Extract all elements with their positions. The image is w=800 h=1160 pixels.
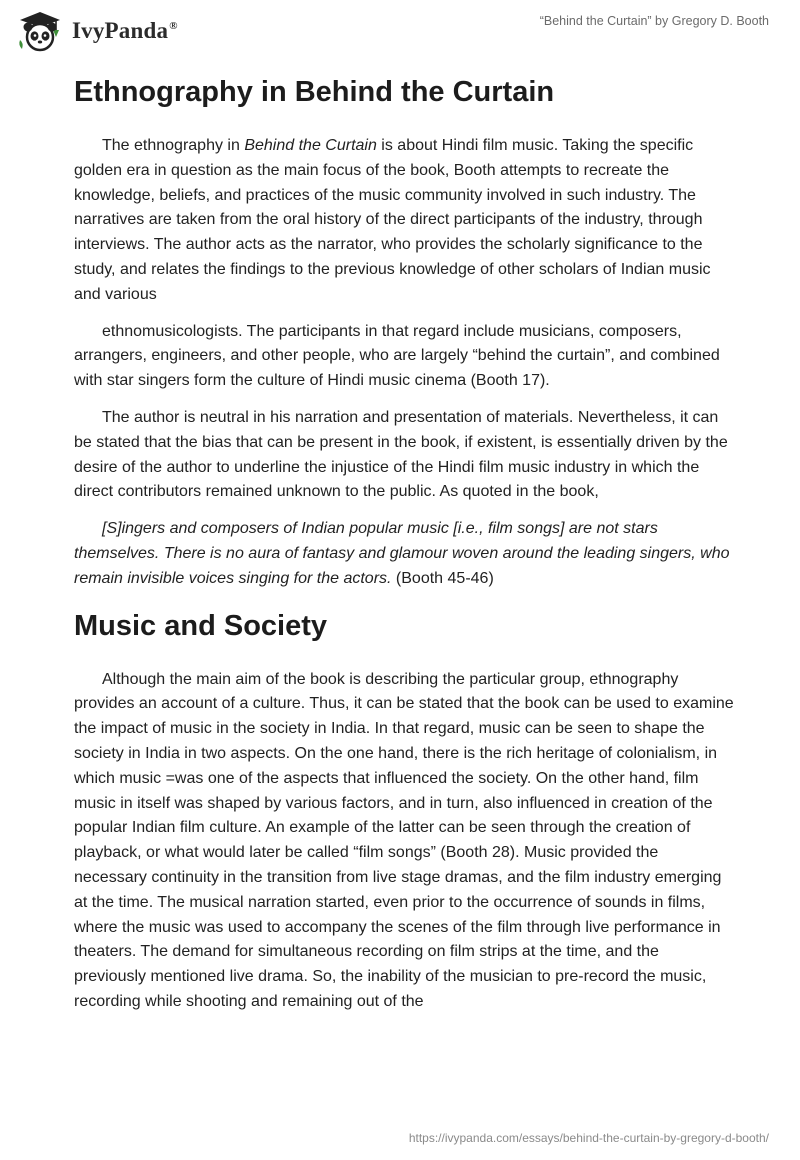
section-music-society [74,606,734,1015]
block-quote: [S]ingers and composers of Indian popular music [i.e., film songs] are not stars themselves. There is no aura of fantasy and glamour woven around the leading singers, who remain invisible voices singing for the actors. (Booth 45-46) [74,520,730,587]
paragraph: The ethnography in Behind the Curtain is about Hindi film music. Taking the specific golden era in question as the main focus of the book, Booth attempts to recreate the knowledge, beliefs, and practices of the music community involved in such industry. The narratives are taken from the oral history of the direct participants of the industry, through interviews. The author acts as the narrator, who provides the scholarly significance to the study, and relates the findings to the previous knowledge of other scholars of Indian music and various [74,137,711,303]
book-title: Behind the Curtain [244,137,377,154]
paragraph: Although the main aim of the book is describing the particular group, ethnography provides an account of a culture. Thus, it can be stated that the book can be used to examine the impact of music in the society in India. In that regard, music can be seen to shape the society in India in two aspects. On the one hand, there is the rich heritage of colonialism, in which music =was one of the aspects that influenced the society. On the other hand, film music in itself was shaped by various factors, and in turn, also influenced in creation of the popular Indian film culture. An example of the latter can be seen through the creation of playback, or what would later be called “film songs” (Booth 28). Music provided the necessary continuity in the transition from live stage dramas, and the film industry emerging at the time. The musical narration started, even prior to the occurrence of sounds in films, where the music was used to accompany the scenes of the film through live performance in theaters. The demand for simultaneous recording on film strips at the time, and the previously mentioned live drama. So, the inability of the musician to pre-record the music, recording while shooting and remaining out of the [74,670,734,1010]
panda-icon [16,10,64,52]
section-heading: Music and Society [74,609,328,642]
paragraph: ethnomusicologists. The participants in that regard include musicians, composers, arrangers, engineers, and other people, who are largely “behind the curtain”, and combined with star singers form the culture of Hindi music cinema (Booth 17). [74,322,720,390]
ivypanda-logo[interactable] [16,10,178,52]
source-url[interactable]: https://ivypanda.com/essays/behind-the-curtain-by-gregory-d-booth/ [408,1131,769,1145]
section-ethnography [74,72,734,592]
section-heading: Ethnography in Behind the Curtain [74,76,555,108]
page-header [0,0,800,60]
paragraph: The author is neutral in his narration and presentation of materials. Nevertheless, it can be stated that the bias that can be present in the book, if existent, is essentially driven by the desire of the author to underline the injustice of the Hindi film music industry in which the direct contributors remained unknown to the public. As quoted in the book, [74,408,728,501]
essay-title: “Behind the Curtain” by Gregory D. Booth [539,14,769,28]
essay-content [74,72,734,1015]
logo-text: IvyPanda® [72,18,178,43]
